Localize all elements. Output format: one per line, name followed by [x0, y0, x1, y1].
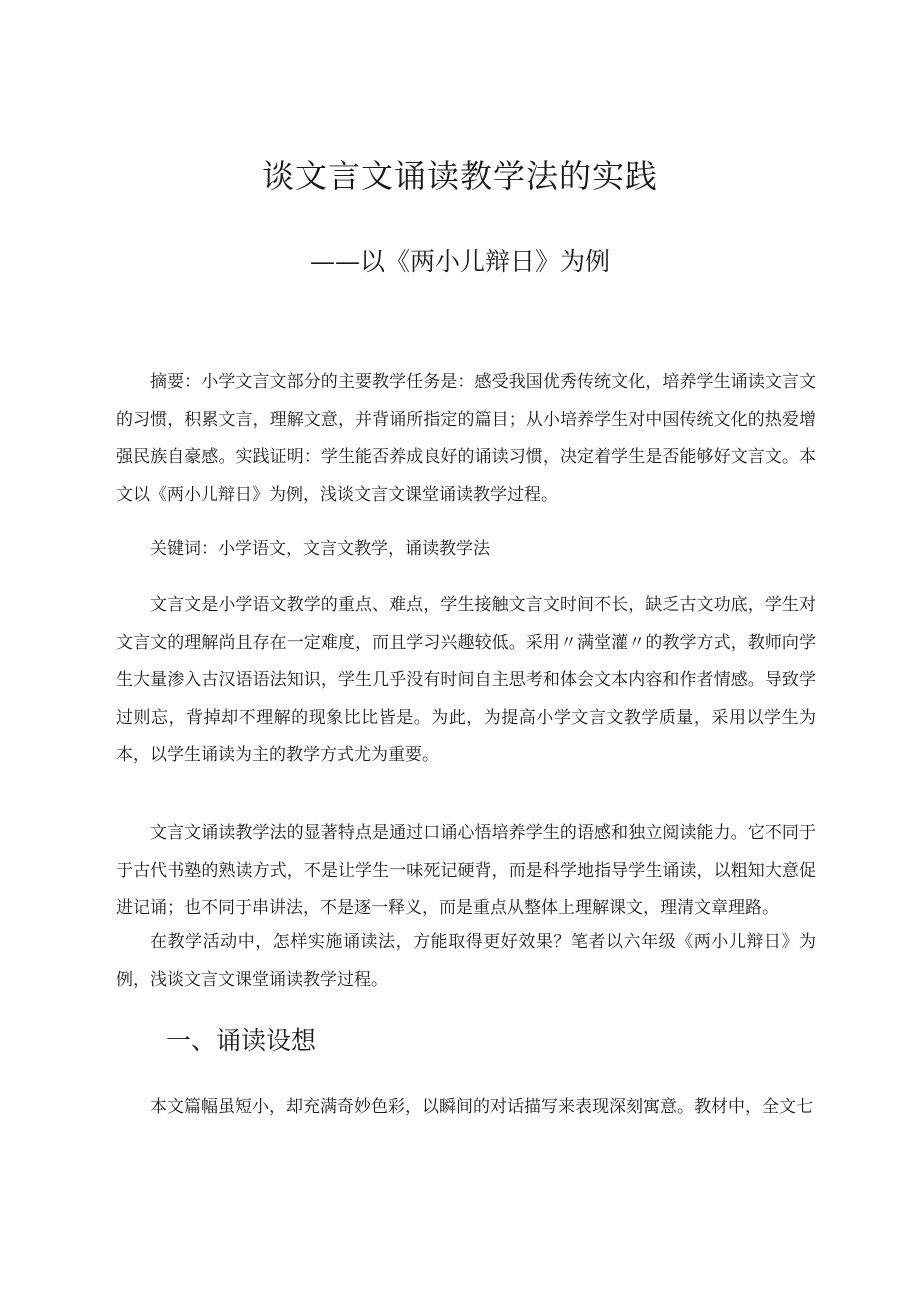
abstract-paragraph: 摘要：小学文言文部分的主要教学任务是：感受我国优秀传统文化，培养学生诵读文言文的习惯，积累文言，理解文意，并背诵所指定的篇目；从小培养学生对中国传统文化的热爱增强民族自豪感。实践证明：学生能否养成良好的诵读习惯，决定着学生是否能够好文言文。本文以《两小儿辩日》为例，浅谈文言文课堂诵读教学过程。	[116, 372, 816, 505]
body-paragraph: 在教学活动中，怎样实施诵读法，方能取得更好效果？笔者以六年级《两小儿辩日》为例，浅谈文言文课堂诵读教学过程。	[116, 932, 816, 990]
section-heading: 一、诵读设想	[166, 1026, 317, 1055]
section-paragraph: 本文篇幅虽短小，却充满奇妙色彩，以瞬间的对话描写来表现深刻寓意。教材中，全文七	[150, 1097, 813, 1117]
body-paragraph: 文言文诵读教学法的显著特点是通过口诵心悟培养学生的语感和独立阅读能力。它不同于于古代书塾的熟读方式，不是让学生一味死记硬背，而是科学地指导学生诵读，以粗知大意促进记诵；也不同于串讲法，不是逐一释义，而是重点从整体上理解课文，理清文章理路。	[116, 823, 816, 918]
keywords-line: 关键词：小学语文，文言文教学，诵读教学法	[150, 539, 490, 559]
document-subtitle: ——以《两小儿辩日》为例	[309, 247, 610, 276]
body-paragraph: 文言文是小学语文教学的重点、难点，学生接触文言文时间不长，缺乏古文功底，学生对文言文的理解尚且存在一定难度，而且学习兴趣较低。采用〃满堂灌〃的教学方式，教师向学生大量渗入古汉语语法知识，学生几乎没有时间自主思考和体会文本内容和作者情感。导致学过则忘，背掉却不理解的现象比比皆是。为此，为提高小学文言文教学质量，采用以学生为本，以学生诵读为主的教学方式尤为重要。	[116, 595, 816, 765]
document-title: 谈文言文诵读教学法的实践	[261, 157, 658, 195]
